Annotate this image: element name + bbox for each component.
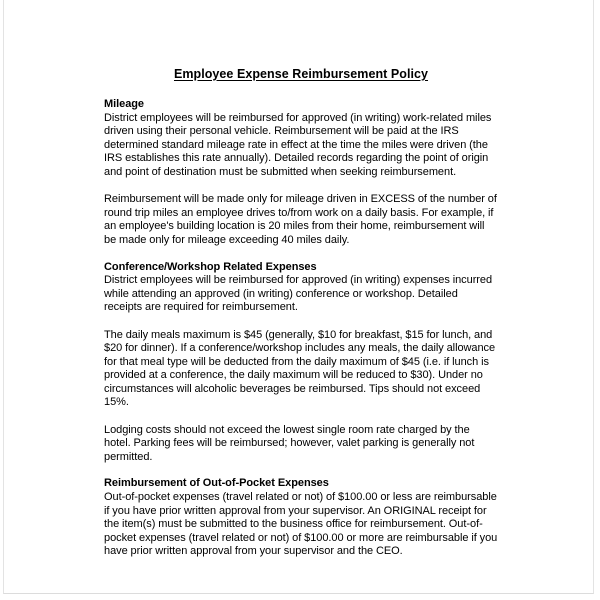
section-heading-conference-workshop: Conference/Workshop Related Expenses <box>104 260 317 273</box>
section-conference-workshop <box>104 261 498 465</box>
section-heading-out-of-pocket: Reimbursement of Out-of-Pocket Expenses <box>104 477 329 490</box>
page-title: Employee Expense Reimbursement Policy <box>173 67 429 81</box>
document-content <box>104 0 498 559</box>
paragraph: Out-of-pocket expenses (travel related or not) of $100.00 or less are reimbursable if you have prior written approval from your supervisor. An ORIGINAL receipt for the item(s) must be submitted to the business office for reimbursement. Out-of-pocket expenses (travel related or not) of $100.00 or more are reimbursable if you have prior written approval from your supervisor and the CEO. <box>104 491 498 558</box>
section-mileage <box>104 98 498 248</box>
paragraph: District employees will be reimbursed for approved (in writing) work-related miles driven using their personal vehicle. Reimbursement will be paid at the IRS determined standard mileage rate in effect at the time the miles were driven (the IRS establishes this rate annually). Detailed records regarding the point of origin and point of destination must be submitted when seeking reimbursement. <box>104 111 492 178</box>
section-out-of-pocket <box>104 477 498 559</box>
paragraph: The daily meals maximum is $45 (generally, $10 for breakfast, $15 for lunch, and $20 for dinner). If a conference/workshop includes any meals, the daily allowance for that meal type will be deducted from the daily maximum of $45 (i.e. if lunch is provided at a conference, the daily maximum will be reduced to $30). Under no circumstances will alcoholic beverages be reimbursed. Tips should not exceed 15%. <box>104 328 496 409</box>
paragraph: Reimbursement will be made only for mileage driven in EXCESS of the number of round trip miles an employee drives to/from work on a daily basis. For example, if an employee's building location is 20 miles from their home, reimbursement will be made only for mileage exceeding 40 miles daily. <box>104 193 497 246</box>
paragraph: Lodging costs should not exceed the lowest single room rate charged by the hotel. Parking fees will be reimbursed; however, valet parking is generally not permitted. <box>104 423 475 463</box>
paragraph: District employees will be reimbursed for approved (in writing) expenses incurred while attending an approved (in writing) conference or workshop. Detailed receipts are required for reimbursement. <box>104 274 493 314</box>
document-page <box>3 0 594 594</box>
section-heading-mileage: Mileage <box>104 98 144 110</box>
